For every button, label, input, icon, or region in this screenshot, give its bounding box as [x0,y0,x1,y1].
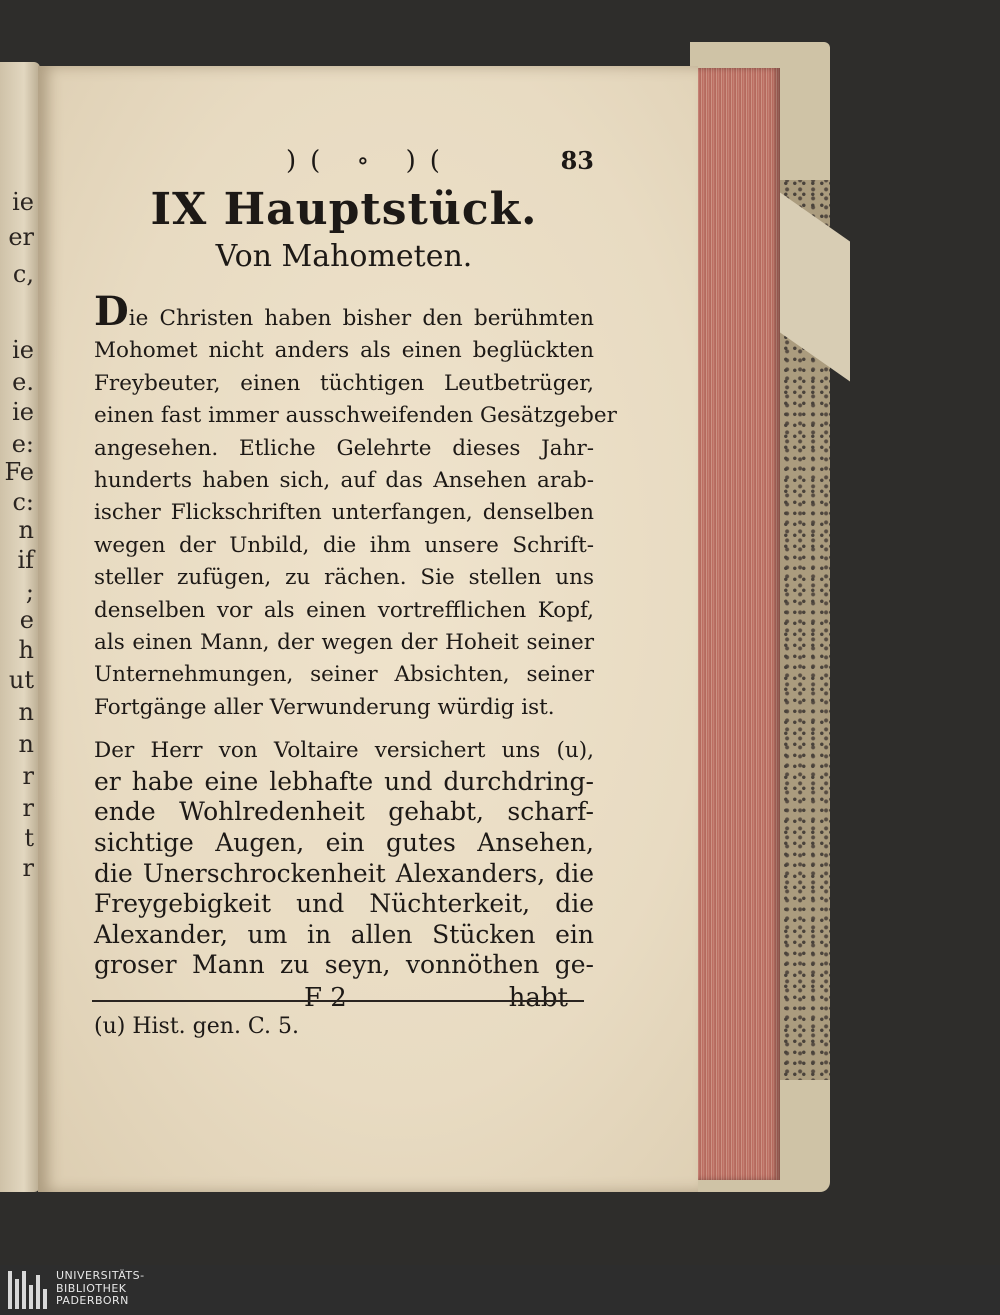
page-number: 83 [560,146,594,175]
page-fore-edge [692,68,780,1180]
library-logo-icon [8,1271,48,1309]
left-page-fragment: c, [12,260,34,288]
left-page-fragment: ie [12,336,34,364]
page-text-block [94,146,617,1019]
left-page-fragment: r [22,794,34,822]
library-name-line: UNIVERSITÄTS- [56,1269,145,1282]
text-line: Freybeuter, einen tüchtigen Leutbetrüger, [94,370,594,396]
paragraph-2 [94,736,594,981]
chapter-subtitle: Von Mahometen. [215,239,473,274]
text-line: Alexander, um in allen Stücken ein [94,919,594,949]
paragraph-1 [94,288,617,724]
recto-page [38,66,698,1192]
text-line: als einen Mann, der wegen der Hoheit seiner [94,630,594,656]
text-line: ischer Flickschriften unterfangen, denselben [94,500,594,526]
text-line: einen fast immer ausschweifenden Gesätzgeber [94,403,617,429]
footnote-rule [92,1000,584,1002]
left-page-fragment: Fe [4,458,34,486]
left-page-fragment: ie [12,398,34,426]
text-line: Mohomet nicht anders als einen beglückten [94,338,594,364]
left-page-fragment: e [19,606,34,634]
left-page-fragment: n [18,516,34,544]
library-name [56,1270,145,1308]
running-head [94,146,594,180]
text-line: Unternehmungen, seiner Absichten, seiner [94,662,594,688]
catchword: habt [508,983,568,1014]
text-line: die Unerschrockenheit Alexanders, die [94,858,594,888]
left-page-fragment: h [18,636,34,664]
left-page-fragment: ; [25,578,34,606]
text-line: Die Christen haben bisher den berühmten [94,288,594,335]
left-page-fragment: er [8,223,34,251]
text-line: wegen der Unbild, die ihm unsere Schrift- [94,532,594,558]
library-footer-bar [0,1265,1000,1315]
left-page-fragment: ie [12,188,34,216]
left-page-fragment: n [18,730,34,758]
text-line: denselben vor als einen vortrefflichen Kopf, [94,597,594,623]
left-page-fragment: r [22,854,34,882]
left-page-fragment: n [18,698,34,726]
chapter-title: IX Hauptstück. [150,184,538,235]
left-page-fragment: ut [8,666,34,694]
signature-mark: F 2 [304,983,347,1014]
head-ornament: )( ∘ )( [286,146,454,176]
footnote: (u) Hist. gen. C. 5. [94,1014,299,1039]
text-line: groser Mann zu seyn, vonnöthen ge- [94,950,594,980]
text-line: ende Wohlredenheit gehabt, scharf- [94,797,594,827]
text-line: sichtige Augen, ein gutes Ansehen, [94,828,594,858]
library-name-line: BIBLIOTHEK [56,1281,127,1295]
text-line: angesehen. Etliche Gelehrte dieses Jahr- [94,435,594,461]
text-line: er habe eine lebhafte und durchdring- [94,766,594,796]
left-page-fragment: t [24,824,34,852]
left-page-fragment: if [17,546,34,574]
text-line: Der Herr von Voltaire versichert uns (u), [94,738,594,764]
library-name-line: PADERBORN [56,1294,129,1307]
left-page-fragment: e: [11,430,34,458]
text-line: steller zufügen, zu rächen. Sie stellen uns [94,565,594,591]
text-line: hunderts haben sich, auf das Ansehen arab- [94,468,594,494]
left-page-fragment: r [22,762,34,790]
left-page-fragment: c: [12,488,34,516]
left-page-fragment: e. [12,368,34,396]
text-line: Freygebigkeit und Nüchterkeit, die [94,889,594,919]
text-line: Fortgänge aller Verwunderung würdig ist. [94,694,555,720]
